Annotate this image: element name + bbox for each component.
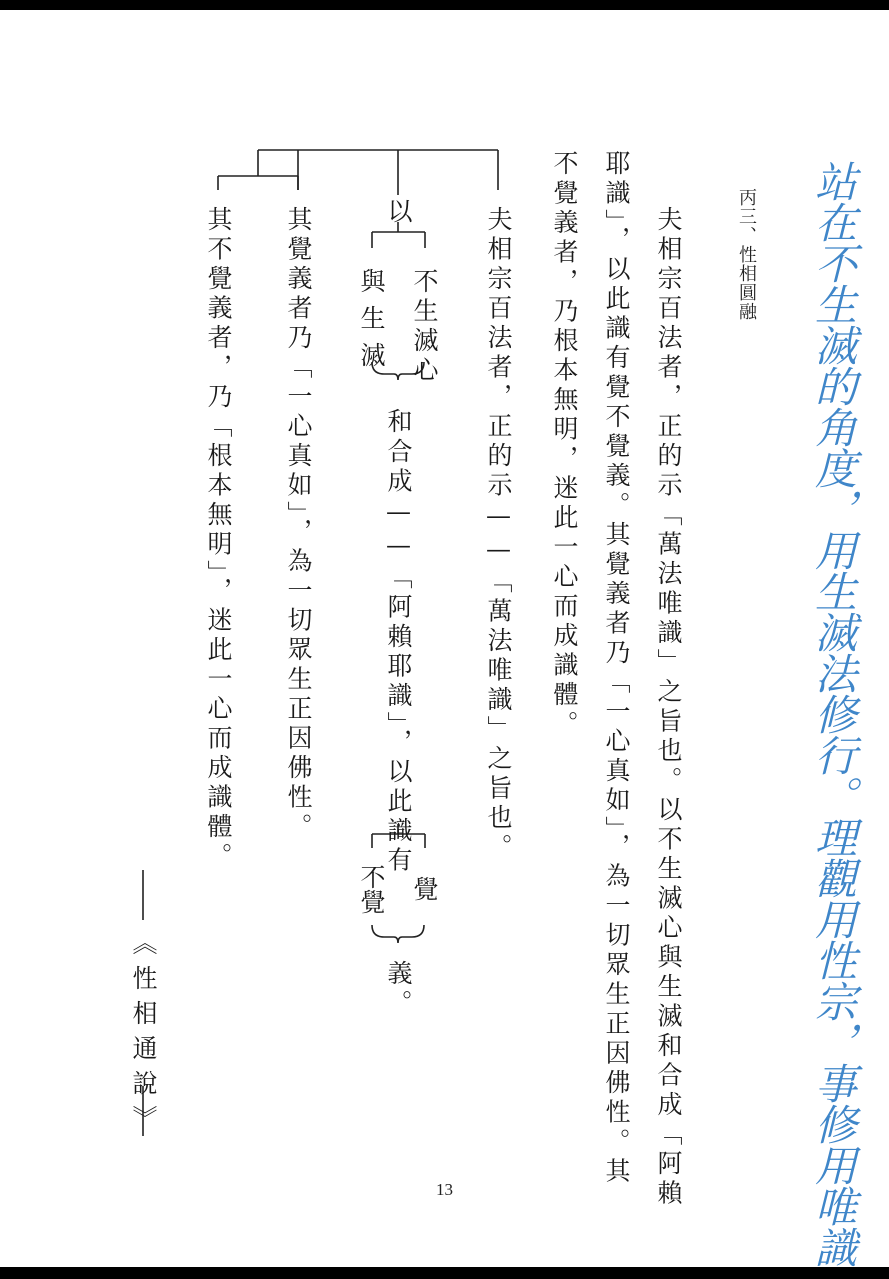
diagram-branch-1: 夫相宗百法者，正的示——「萬法唯識」之旨也。 [484,206,513,863]
paragraph-line-1: 夫相宗百法者，正的示「萬法唯識」之旨也。以不生滅心與生滅和合成「阿賴 [654,206,683,1209]
source-title: 《性相通說》 [129,930,158,1140]
diagram-combine: 和 [384,408,413,438]
document-page [0,10,889,1267]
diagram-mind-unborn: 不生滅心 [410,268,439,386]
paragraph-line-3: 不覺義者，乃根本無明，迷此一心而成識體。 [550,150,579,740]
handwritten-note-line1: 站在不生滅的角度，用生滅法修行。理觀用性宗，事修用唯識 [809,160,858,1267]
page-number: 13 [436,1180,453,1199]
section-heading: 丙三、性相圓融 [736,188,757,321]
diagram-branch-4: 其不覺義者，乃「根本無明」，迷此一心而成識體。 [204,206,233,872]
diagram-branch-3: 其覺義者乃「一心真如」，為一切眾生正因佛性。 [284,206,313,843]
diagram-unawakened: 不覺 [357,864,386,914]
diagram-combine-rest: 合成——「阿賴耶識」，以此識有 [384,438,413,876]
diagram-meaning: 義。 [384,960,413,1019]
diagram-mind-born: 與生滅 [357,268,386,379]
paragraph-line-2: 耶識」，以此識有覺不覺義。其覺義者乃「一心真如」，為一切眾生正因佛性。其 [602,150,631,1187]
diagram-branch-2-prefix: 以 [384,198,413,228]
diagram-awakened: 覺 [410,876,439,906]
